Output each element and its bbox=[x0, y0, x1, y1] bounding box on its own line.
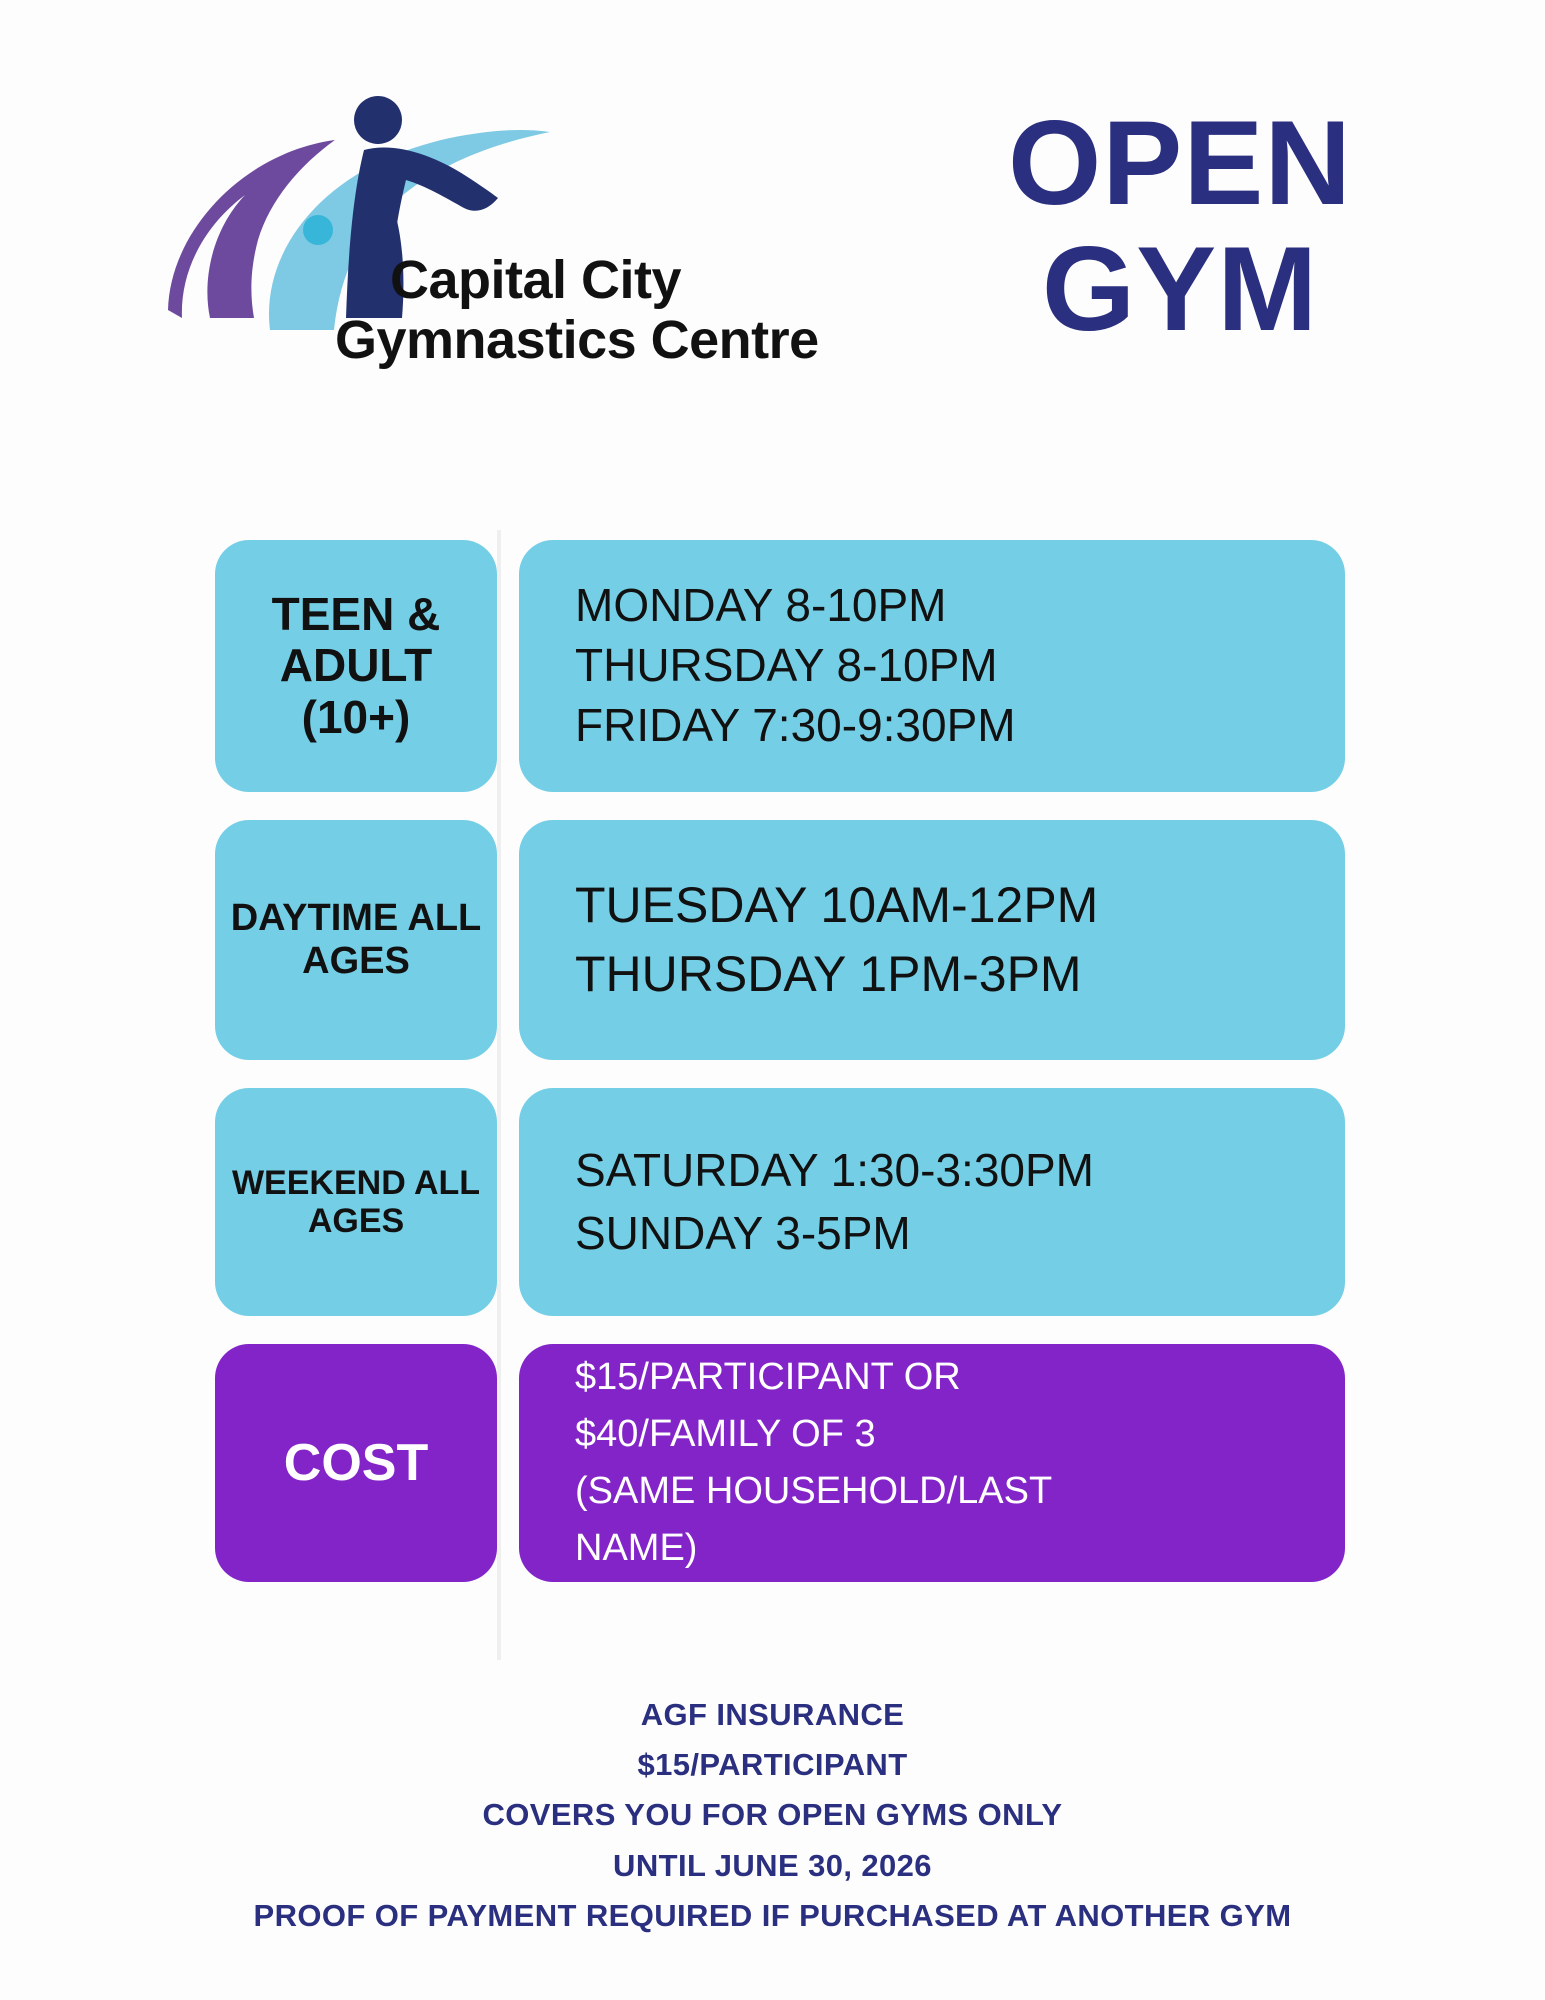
cost-line: $40/FAMILY OF 3 bbox=[575, 1413, 876, 1455]
schedule-time-line: THURSDAY 1PM-3PM bbox=[575, 946, 1082, 1002]
cost-label: COST bbox=[215, 1344, 497, 1582]
schedule-table bbox=[215, 540, 1345, 1610]
schedule-time-line: TUESDAY 10AM-12PM bbox=[575, 877, 1099, 933]
schedule-row-teen-adult bbox=[215, 540, 1345, 792]
cost-line: (SAME HOUSEHOLD/LAST bbox=[575, 1470, 1053, 1512]
page-title bbox=[930, 96, 1430, 356]
schedule-row-weekend-all-ages bbox=[215, 1088, 1345, 1316]
schedule-category-label: TEEN & ADULT (10+) bbox=[215, 540, 497, 792]
schedule-row-daytime-all-ages bbox=[215, 820, 1345, 1060]
cost-line: NAME) bbox=[575, 1527, 698, 1569]
insurance-notice-line: $15/PARTICIPANT bbox=[637, 1747, 908, 1783]
brand-name-line1: Capital City bbox=[390, 250, 682, 310]
schedule-time-line: SATURDAY 1:30-3:30PM bbox=[575, 1143, 1094, 1196]
schedule-time-line: MONDAY 8-10PM bbox=[575, 579, 947, 632]
schedule-category-label: WEEKEND ALL AGES bbox=[215, 1088, 497, 1316]
schedule-time-line: THURSDAY 8-10PM bbox=[575, 639, 998, 692]
insurance-notice bbox=[0, 1690, 1545, 1941]
schedule-times bbox=[519, 820, 1345, 1060]
cost-line: $15/PARTICIPANT OR bbox=[575, 1356, 961, 1398]
page-title-line1: OPEN bbox=[1007, 96, 1353, 230]
schedule-time-line: SUNDAY 3-5PM bbox=[575, 1207, 911, 1259]
cost-details bbox=[519, 1344, 1345, 1582]
brand-logo bbox=[150, 80, 910, 410]
insurance-notice-line: UNTIL JUNE 30, 2026 bbox=[613, 1847, 932, 1883]
schedule-times bbox=[519, 1088, 1345, 1316]
schedule-times bbox=[519, 540, 1345, 792]
insurance-notice-line: AGF INSURANCE bbox=[640, 1697, 905, 1732]
page-title-line2: GYM bbox=[1041, 222, 1319, 356]
schedule-row-cost bbox=[215, 1344, 1345, 1582]
poster-header bbox=[0, 70, 1545, 400]
brand-name bbox=[335, 250, 910, 371]
schedule-time-line: FRIDAY 7:30-9:30PM bbox=[575, 698, 1016, 751]
insurance-notice-line: PROOF OF PAYMENT REQUIRED IF PURCHASED AT ANOTHER GYM bbox=[253, 1897, 1292, 1933]
schedule-category-label: DAYTIME ALL AGES bbox=[215, 820, 497, 1060]
insurance-notice-line: COVERS YOU FOR OPEN GYMS ONLY bbox=[482, 1797, 1063, 1833]
brand-name-line2: Gymnastics Centre bbox=[335, 310, 819, 371]
